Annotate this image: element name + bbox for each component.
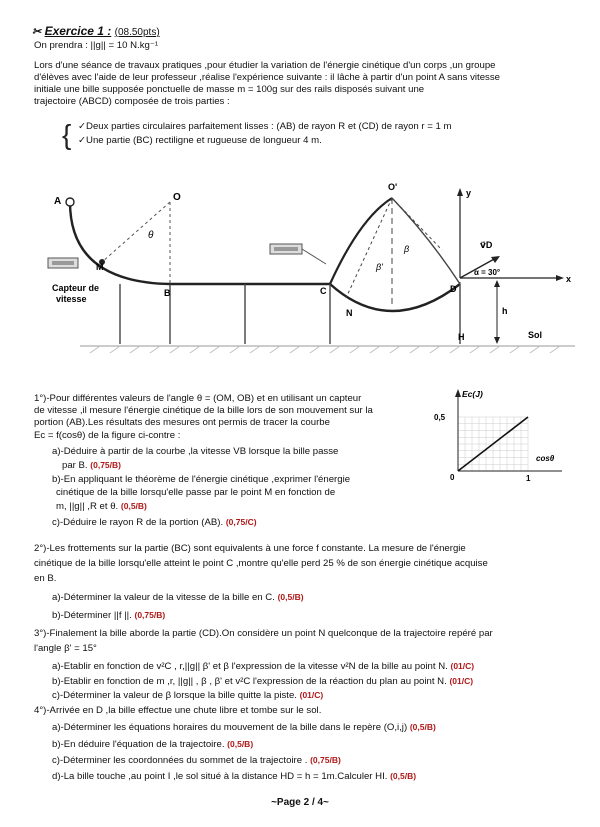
q4-a: a)-Déterminer les équations horaires du mouvement de la bille dans le repère (O,i,j) (0,5/B) [52, 722, 436, 733]
label-sol: Sol [528, 330, 543, 340]
intro-line-2: d'élèves avec l'aide de leur professeur ,réalise l'expérience suivante : il lâche à partir d'un point A sans vitesse [34, 72, 500, 83]
q1-line-3: portion (AB).Les résultats des mesures ont permis de tracer la courbe [34, 417, 330, 428]
q4-b: b)-En déduire l'équation de la trajectoire. (0,5/B) [52, 739, 254, 750]
intro-line-4: trajectoire (ABCD) composée de trois parties : [34, 96, 230, 107]
q3-line-2: l'angle β' = 15° [34, 643, 97, 654]
q1-c: c)-Déduire le rayon R de la portion (AB). (0,75/C) [52, 517, 257, 528]
label-O-prime: O' [388, 182, 398, 192]
label-beta: β [404, 244, 410, 254]
label-H: H [458, 332, 465, 342]
q3-b-mark: (01/C) [449, 676, 474, 686]
tick-label-x: 1 [526, 474, 531, 483]
page-number: ~Page 2 / 4~ [271, 797, 329, 808]
q2-a-mark: (0,5/B) [277, 592, 304, 602]
exercise-points: (08.50pts) [114, 27, 160, 38]
label-vD: v⃗D [480, 240, 493, 250]
label-y: y [466, 188, 472, 198]
label-sensor: Capteur de [52, 283, 100, 293]
q4-c-mark: (0,75/B) [310, 755, 341, 765]
label-A: A [54, 196, 62, 207]
q4-d: d)-La bille touche ,au point I ,le sol situé à la distance HD = h = 1m.Calculer HI. (0,5/B) [52, 771, 417, 782]
parts-brace: { [62, 119, 72, 150]
label-M: M [96, 262, 104, 272]
q1-line-1: 1°)-Pour différentes valeurs de l'angle θ = (OM, OB) et en utilisant un capteur [34, 393, 362, 404]
speed-sensor-icon [48, 258, 78, 268]
q1-a-mark: (0,75/B) [90, 460, 121, 470]
label-O: O [173, 192, 181, 203]
q3-b: b)-Etablir en fonction de m ,r, ||g|| , β , β' et v²C l'expression de la réaction du plan au point N. (01/C) [52, 676, 474, 687]
intro-line-1: Lors d'une séance de travaux pratiques ,pour étudier la variation de l'énergie cinétique d'un corps ,un groupe [34, 60, 496, 71]
graph-xlabel: cosθ [536, 454, 555, 463]
q1-line-4: Ec = f(cosθ) de la figure ci-contre : [34, 430, 181, 441]
q3-c-mark: (01/C) [299, 690, 324, 700]
q1-b-line-2: cinétique de la bille lorsqu'elle passe par le point M en fonction de [56, 487, 336, 498]
label-h: h [502, 306, 508, 316]
q2-b-mark: (0,75/B) [134, 610, 166, 620]
label-B: B [164, 288, 171, 298]
speed-sensor-icon [270, 244, 326, 264]
track-figure [30, 178, 582, 358]
exercise-title: Exercice 1 : [44, 24, 112, 38]
q3-line-1: 3°)-Finalement la bille aborde la partie (CD).On considère un point N quelconque de la trajectoire repéré par [34, 628, 493, 639]
part-rectilinear: ✓Une partie (BC) rectiligne et rugueuse de longueur 4 m. [78, 135, 322, 146]
q3-a: a)-Etablir en fonction de v²C , r,||g|| β' et β l'expression de la vitesse v²N de la bille au point N. (01/C) [52, 661, 475, 672]
origin-label: 0 [450, 473, 455, 482]
label-C: C [320, 286, 327, 296]
label-D: D [450, 284, 457, 294]
label-N: N [346, 308, 353, 318]
label-sensor-2: vitesse [56, 294, 87, 304]
q2-line-3: en B. [34, 573, 57, 584]
q1-a-line-1: a)-Déduire à partir de la courbe ,la vitesse VB lorsque la bille passe [52, 446, 339, 457]
q4-c: c)-Déterminer les coordonnées du sommet de la trajectoire . (0,75/B) [52, 755, 341, 766]
given-gravity: On prendra : ||g|| = 10 N.kg⁻¹ [34, 40, 159, 51]
q1-b-line-1: b)-En appliquant le théorème de l'énergie cinétique ,exprimer l'énergie [52, 474, 351, 485]
label-x: x [566, 274, 572, 284]
intro-line-3: initiale une bille supposée ponctuelle de masse m = 100g sur des rails disposés suivant une [34, 84, 425, 95]
q4-d-mark: (0,5/B) [390, 771, 417, 781]
q1-b-mark: (0,5/B) [120, 501, 147, 511]
q2-line-1: 2°)-Les frottements sur la partie (BC) sont equivalents à une force f constante. La mesure de l'énergie [34, 543, 466, 554]
q1-a-line-2: par B. (0,75/B) [62, 460, 121, 471]
label-beta-prime: β' [376, 262, 383, 272]
tick-label-y: 0,5 [434, 413, 446, 422]
exercise-header [32, 24, 160, 38]
q4-b-mark: (0,5/B) [227, 739, 254, 749]
scissors-icon: ✂ [32, 26, 42, 38]
part-circular: ✓Deux parties circulaires parfaitement lisses : (AB) de rayon R et (CD) de rayon r = 1 m [78, 121, 452, 132]
q1-line-2: de vitesse ,il mesure l'énergie cinétique de la bille lors de son mouvement sur la [34, 405, 373, 416]
q3-c: c)-Déterminer la valeur de β lorsque la bille quitte la piste. (01/C) [52, 690, 324, 701]
q1-c-mark: (0,75/C) [225, 517, 257, 527]
q2-a: a)-Déterminer la valeur de la vitesse de la bille en C. (0,5/B) [52, 592, 304, 603]
y-axis-arrow [455, 389, 461, 397]
q3-a-mark: (01/C) [450, 661, 475, 671]
q4-line-1: 4°)-Arrivée en D ,la bille effectue une chute libre et tombe sur le sol. [34, 705, 322, 716]
energy-graph [430, 385, 570, 485]
label-theta: θ [148, 230, 154, 241]
q1-b-line-3: m, ||g|| ,R et θ. (0,5/B) [56, 501, 147, 512]
q2-b: b)-Déterminer ||f ||. (0,75/B) [52, 610, 166, 621]
label-alpha: α = 30° [474, 268, 501, 277]
q2-line-2: cinétique de la bille lorsqu'elle atteint le point C ,montre qu'elle perd 25 % de son énergie cinétique acquise [34, 558, 488, 569]
graph-ylabel: Ec(J) [462, 389, 483, 399]
q4-a-mark: (0,5/B) [409, 722, 436, 732]
